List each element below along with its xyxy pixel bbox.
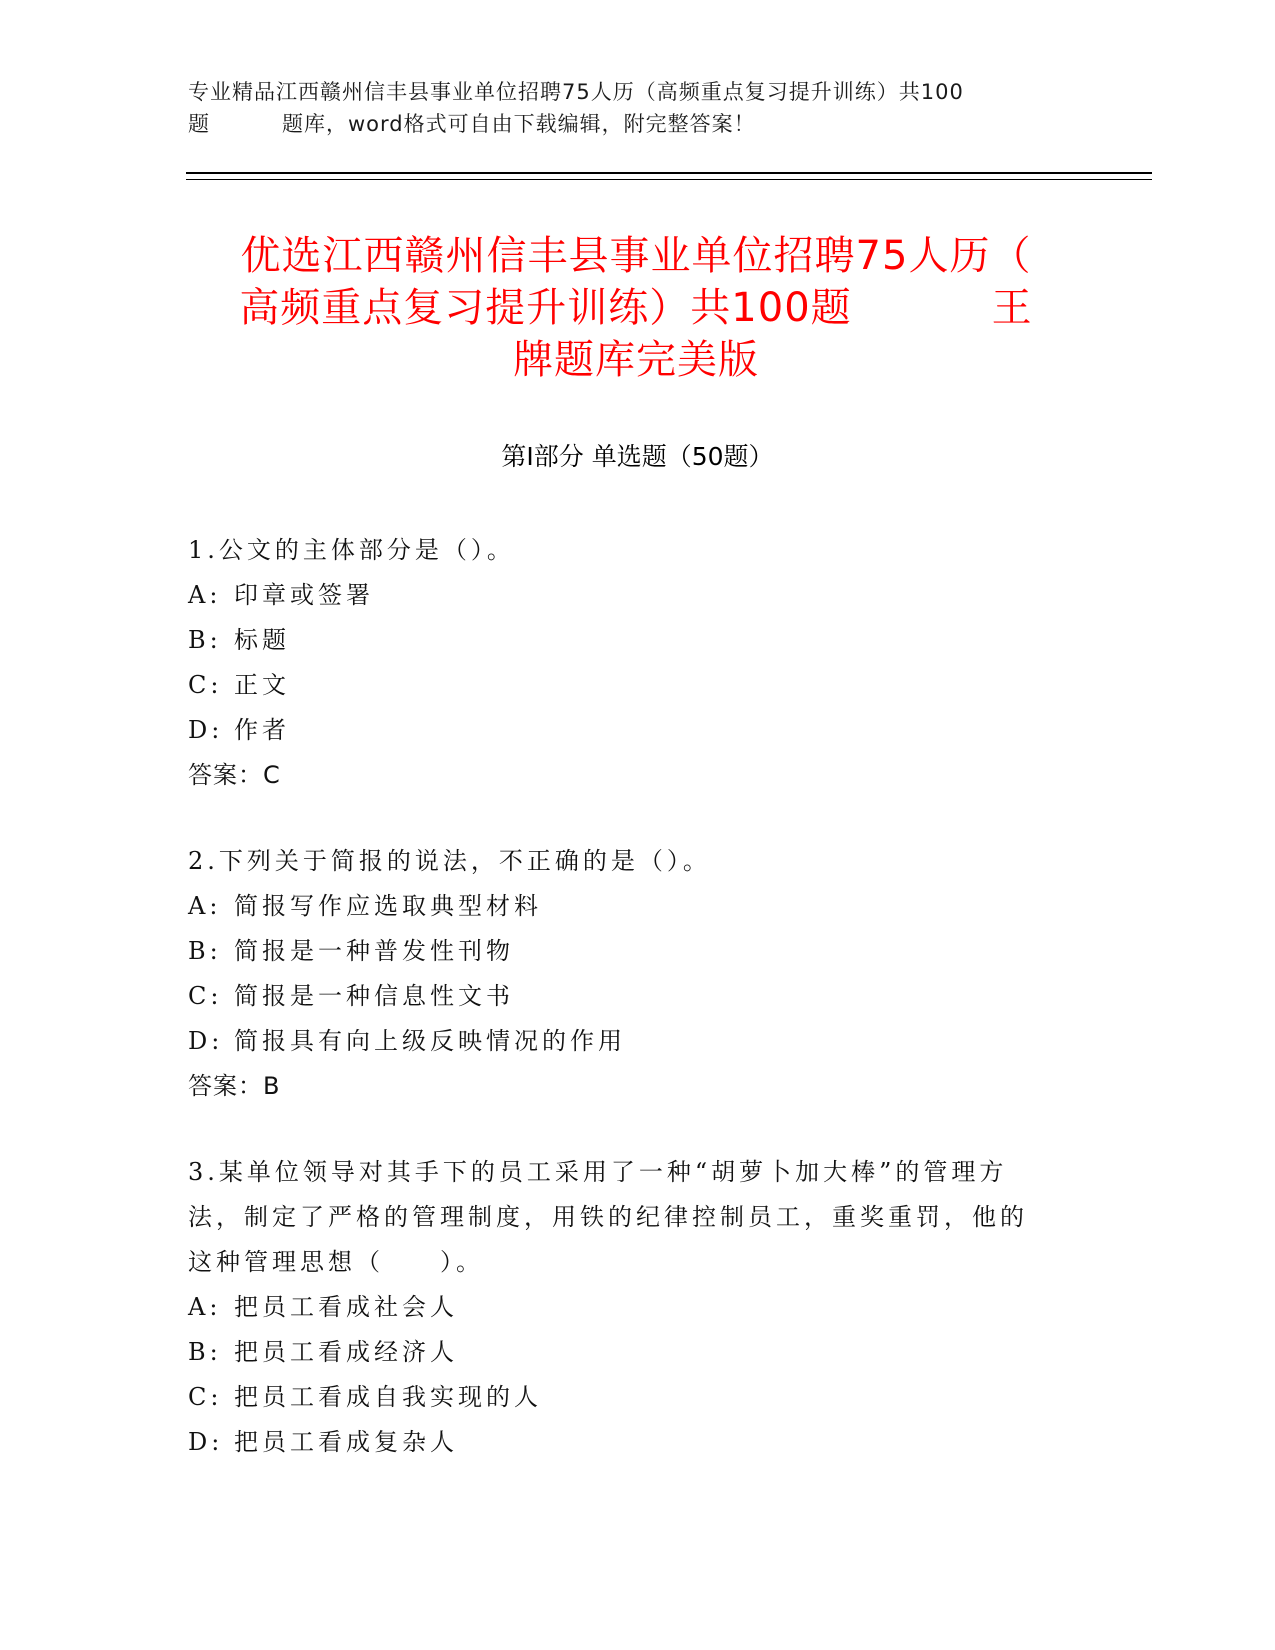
question-text: 2.下列关于简报的说法，不正确的是（）。	[188, 847, 711, 875]
option-text: 简报具有向上级反映情况的作用	[234, 1027, 626, 1055]
option-key: B:	[188, 1338, 222, 1366]
option-key: A:	[188, 581, 222, 609]
question-text: 1.公文的主体部分是（）。	[188, 536, 515, 564]
title-line-2-left: 高频重点复习提升训练）共100题	[239, 285, 852, 331]
option-key: D:	[188, 1027, 224, 1055]
question-text-line: 这种管理思想（ ）。	[188, 1248, 484, 1276]
title-line-2-right: 王	[991, 285, 1033, 331]
option-b	[188, 618, 1068, 663]
option-a	[188, 884, 1068, 929]
option-key: C:	[188, 671, 223, 699]
option-d	[188, 1420, 1068, 1465]
document-title	[186, 230, 1086, 386]
title-line-2	[186, 282, 1086, 334]
option-key: B:	[188, 937, 222, 965]
option-key: A:	[188, 892, 222, 920]
option-a	[188, 1285, 1068, 1330]
header-rule-thin	[186, 179, 1152, 180]
option-text: 作者	[234, 716, 290, 744]
option-c	[188, 1375, 1068, 1420]
option-text: 标题	[234, 626, 290, 654]
option-text: 印章或签署	[234, 581, 374, 609]
option-key: D:	[188, 1428, 224, 1456]
document-header-note	[188, 76, 1088, 140]
title-line-1: 优选江西赣州信丰县事业单位招聘75人历（	[240, 233, 1032, 279]
option-c	[188, 663, 1068, 708]
option-text: 正文	[234, 671, 290, 699]
option-d	[188, 1019, 1068, 1064]
option-text: 把员工看成复杂人	[234, 1428, 458, 1456]
header-line-2-head: 题	[188, 112, 210, 136]
header-line-2-tail: 题库，word格式可自由下载编辑，附完整答案！	[282, 112, 756, 136]
option-b	[188, 1330, 1068, 1375]
option-key: A:	[188, 1293, 222, 1321]
title-line-3: 牌题库完美版	[513, 337, 759, 383]
question-text-line: 3.某单位领导对其手下的员工采用了一种“胡萝卜加大棒”的管理方	[188, 1158, 1008, 1186]
option-text: 把员工看成自我实现的人	[234, 1383, 542, 1411]
option-text: 简报是一种信息性文书	[234, 982, 514, 1010]
answer-text: 答案：C	[188, 761, 281, 789]
question-item	[188, 839, 1068, 1109]
question-item	[188, 1150, 1068, 1465]
option-key: C:	[188, 1383, 223, 1411]
option-text: 简报写作应选取典型材料	[234, 892, 542, 920]
option-key: C:	[188, 982, 223, 1010]
option-text: 把员工看成经济人	[234, 1338, 458, 1366]
option-text: 简报是一种普发性刊物	[234, 937, 514, 965]
question-list	[188, 528, 1068, 1506]
option-key: B:	[188, 626, 222, 654]
option-text: 把员工看成社会人	[234, 1293, 458, 1321]
question-item	[188, 528, 1068, 798]
option-d	[188, 708, 1068, 753]
section-heading: 第Ⅰ部分 单选题（50题）	[501, 442, 774, 471]
header-line-1: 专业精品江西赣州信丰县事业单位招聘75人历（高频重点复习提升训练）共100	[188, 80, 964, 104]
question-text-line: 法，制定了严格的管理制度，用铁的纪律控制员工，重奖重罚，他的	[188, 1203, 1028, 1231]
option-key: D:	[188, 716, 224, 744]
answer-text: 答案：B	[188, 1072, 281, 1100]
option-c	[188, 974, 1068, 1019]
header-line-2	[188, 108, 1088, 140]
option-a	[188, 573, 1068, 618]
option-b	[188, 929, 1068, 974]
header-rule-thick	[186, 172, 1152, 174]
